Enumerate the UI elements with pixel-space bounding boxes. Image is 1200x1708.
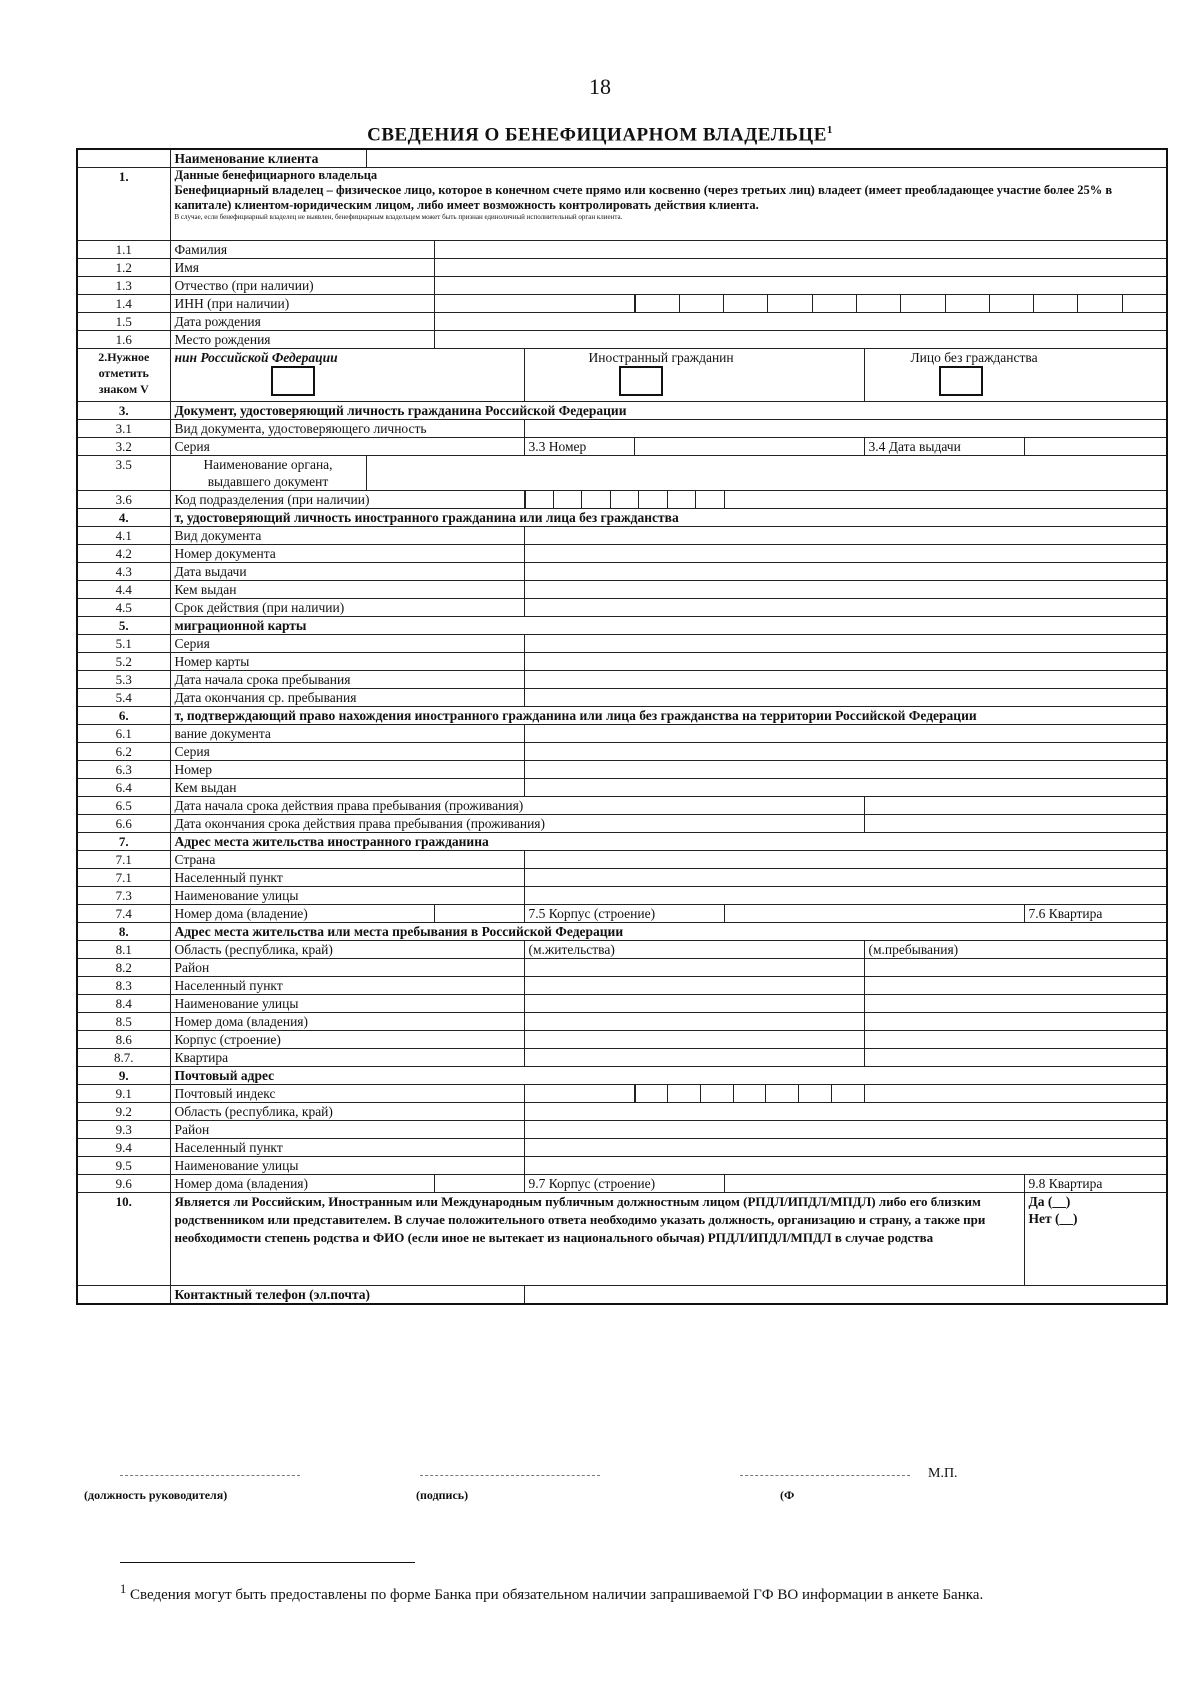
row-6-3-number: 6.3	[77, 761, 170, 779]
row-6-2-label: Серия	[170, 743, 524, 761]
migration-card-number-field[interactable]	[524, 653, 1167, 671]
postal-code-spacer	[524, 1085, 634, 1103]
sign-signature-line	[420, 1475, 600, 1476]
citizenship-rf-label: нин Российской Федерации	[174, 350, 338, 365]
building-residence-field[interactable]	[524, 1031, 864, 1049]
row-3-1-number: 3.1	[77, 420, 170, 438]
pep-answer-cell	[1024, 1193, 1167, 1286]
section-1-heading: Данные бенефициарного владельца	[174, 168, 378, 182]
house-stay-field[interactable]	[864, 1013, 1167, 1031]
row-5-1-label: Серия	[170, 635, 524, 653]
foreign-citizen-checkbox[interactable]	[619, 366, 663, 396]
row-5-2-number: 5.2	[77, 653, 170, 671]
section-1-header	[170, 168, 1167, 241]
row-5-3-number: 5.3	[77, 671, 170, 689]
row-7-4-number: 7.4	[77, 905, 170, 923]
header-empty-cell	[77, 149, 170, 168]
row-3-6-number: 3.6	[77, 491, 170, 509]
row-4-3-number: 4.3	[77, 563, 170, 581]
stay-start-date-field[interactable]	[524, 671, 1167, 689]
apartment-stay-field[interactable]	[864, 1049, 1167, 1067]
contact-empty-cell	[77, 1286, 170, 1305]
row-5-1-number: 5.1	[77, 635, 170, 653]
surname-field[interactable]	[434, 241, 1167, 259]
client-name-label: Наименование клиента	[170, 149, 366, 168]
citizenship-rf-option	[170, 349, 524, 402]
row-1-1-label: Фамилия	[170, 241, 434, 259]
row-1-1-number: 1.1	[77, 241, 170, 259]
stateless-option	[864, 349, 1167, 402]
row-5-2-label: Номер карты	[170, 653, 524, 671]
row-6-1-number: 6.1	[77, 725, 170, 743]
row-9-4-number: 9.4	[77, 1139, 170, 1157]
row-9-7-label: 9.7 Корпус (строение)	[524, 1175, 724, 1193]
row-3-3-label: 3.3 Номер	[524, 438, 634, 456]
row-3-2-label: Серия	[170, 438, 524, 456]
row-7-2-label: Населенный пункт	[170, 869, 524, 887]
section-5-heading: миграционной карты	[170, 617, 1167, 635]
row-3-1-label: Вид документа, удостоверяющего личность	[170, 420, 524, 438]
row-7-2-number: 7.1	[77, 869, 170, 887]
row-6-4-number: 6.4	[77, 779, 170, 797]
district-residence-field[interactable]	[524, 959, 864, 977]
row-6-6-number: 6.6	[77, 815, 170, 833]
section-10-number: 10.	[77, 1193, 170, 1286]
section-6-number: 6.	[77, 707, 170, 725]
postal-locality-field[interactable]	[524, 1139, 1167, 1157]
page-title	[0, 124, 1200, 146]
migration-card-series-field[interactable]	[524, 635, 1167, 653]
row-5-4-number: 5.4	[77, 689, 170, 707]
row-8-4-number: 8.4	[77, 995, 170, 1013]
row-8-1-label: Область (республика, край)	[170, 941, 524, 959]
footnote-separator	[120, 1562, 415, 1563]
residence-doc-series-field[interactable]	[524, 743, 1167, 761]
row-9-6-label: Номер дома (владения)	[170, 1175, 434, 1193]
row-1-3-number: 1.3	[77, 277, 170, 295]
postal-code-cells[interactable]	[634, 1085, 864, 1103]
division-code-cells[interactable]	[524, 491, 724, 509]
name-field[interactable]	[434, 259, 1167, 277]
residence-doc-issuer-field[interactable]	[524, 779, 1167, 797]
stateless-checkbox[interactable]	[939, 366, 983, 396]
locality-residence-field[interactable]	[524, 977, 864, 995]
row-9-2-number: 9.2	[77, 1103, 170, 1121]
title-text: СВЕДЕНИЯ О БЕНЕФИЦИАРНОМ ВЛАДЕЛЬЦЕ	[367, 124, 827, 146]
beneficiary-small-note: В случае, если бенефициарный владелец не выявлен, бенефициарным владельцем может быть признан единоличный исполнительный орган клиента.	[174, 213, 623, 221]
footnote-mark: 1	[120, 1582, 127, 1596]
foreign-doc-issue-date-field[interactable]	[524, 563, 1167, 581]
row-9-3-label: Район	[170, 1121, 524, 1139]
section-4-number: 4.	[77, 509, 170, 527]
birth-place-field[interactable]	[434, 331, 1167, 349]
row-7-1-number: 7.1	[77, 851, 170, 869]
section-8-number: 8.	[77, 923, 170, 941]
row-4-1-label: Вид документа	[170, 527, 524, 545]
page-number: 18	[589, 74, 611, 99]
row-1-6-label: Место рождения	[170, 331, 434, 349]
id-issue-date-field[interactable]	[1024, 438, 1167, 456]
col-residence-header: (м.жительства)	[524, 941, 864, 959]
street-residence-field[interactable]	[524, 995, 864, 1013]
row-4-5-label: Срок действия (при наличии)	[170, 599, 524, 617]
row-8-5-label: Номер дома (владения)	[170, 1013, 524, 1031]
row-1-4-number: 1.4	[77, 295, 170, 313]
pep-yes-option[interactable]: Да (__)	[1028, 1194, 1071, 1209]
postal-street-field[interactable]	[524, 1157, 1167, 1175]
row-3-6-label: Код подразделения (при наличии)	[170, 491, 524, 509]
foreign-street-field[interactable]	[524, 887, 1167, 905]
row-1-3-label: Отчество (при наличии)	[170, 277, 434, 295]
row-8-6-label: Корпус (строение)	[170, 1031, 524, 1049]
foreign-doc-issuer-field[interactable]	[524, 581, 1167, 599]
section-8-heading: Адрес места жительства или места пребывания в Российской Федерации	[170, 923, 1167, 941]
row-4-4-label: Кем выдан	[170, 581, 524, 599]
row-6-3-label: Номер	[170, 761, 524, 779]
title-footnote-mark: 1	[826, 124, 833, 136]
row-8-7-label: Квартира	[170, 1049, 524, 1067]
row-7-3-label: Наименование улицы	[170, 887, 524, 905]
footnote	[120, 1579, 1140, 1605]
row-8-6-number: 8.6	[77, 1031, 170, 1049]
foreign-doc-type-field[interactable]	[524, 527, 1167, 545]
postal-code-right	[864, 1085, 1167, 1103]
foreign-citizen-label: Иностранный гражданин	[588, 350, 734, 365]
row-8-2-number: 8.2	[77, 959, 170, 977]
section-3-heading: Документ, удостоверяющий личность гражданина Российской Федерации	[170, 402, 1167, 420]
row-8-2-label: Район	[170, 959, 524, 977]
row-3-5-number: 3.5	[77, 456, 170, 491]
building-stay-field[interactable]	[864, 1031, 1167, 1049]
position-caption: (должность руководителя)	[84, 1488, 228, 1502]
row-7-3-number: 7.3	[77, 887, 170, 905]
row-9-5-number: 9.5	[77, 1157, 170, 1175]
contact-label: Контактный телефон (эл.почта)	[170, 1286, 524, 1305]
foreign-building-field[interactable]	[724, 905, 1024, 923]
row-5-4-label: Дата окончания ср. пребывания	[170, 689, 524, 707]
foreign-doc-validity-field[interactable]	[524, 599, 1167, 617]
locality-stay-field[interactable]	[864, 977, 1167, 995]
beneficiary-definition: Бенефициарный владелец – физическое лицо, которое в конечном счете прямо или косвенно (через третьих лиц) владеет (имеет преобладающее участие более 25% в капитале) клиентом-юридическим лицом, либо имеет возможность контролировать действия клиента.	[174, 183, 1113, 212]
row-3-5-label: Наименование органа, выдавшего документ	[170, 456, 366, 491]
row-7-5-label: 7.5 Корпус (строение)	[524, 905, 724, 923]
section-3-number: 3.	[77, 402, 170, 420]
foreign-house-field[interactable]	[434, 905, 524, 923]
row-6-6-label: Дата окончания срока действия права пребывания (проживания)	[170, 815, 864, 833]
row-4-1-number: 4.1	[77, 527, 170, 545]
row-3-4-label: 3.4 Дата выдачи	[864, 438, 1024, 456]
foreign-country-field[interactable]	[524, 851, 1167, 869]
row-1-2-number: 1.2	[77, 259, 170, 277]
division-code-spacer	[724, 491, 1167, 509]
fio-caption: (Ф	[780, 1488, 795, 1502]
row-4-5-number: 4.5	[77, 599, 170, 617]
postal-house-field[interactable]	[434, 1175, 524, 1193]
foreign-locality-field[interactable]	[524, 869, 1167, 887]
postal-region-field[interactable]	[524, 1103, 1167, 1121]
footnote-text: Сведения могут быть предоставлены по форме Банка при обязательном наличии запрашиваемой ГФ ВО информации в анкете Банка.	[130, 1587, 984, 1603]
residence-doc-name-field[interactable]	[524, 725, 1167, 743]
stay-end-date-field[interactable]	[524, 689, 1167, 707]
row-8-3-label: Населенный пункт	[170, 977, 524, 995]
row-8-5-number: 8.5	[77, 1013, 170, 1031]
postal-district-field[interactable]	[524, 1121, 1167, 1139]
inn-digit-cells[interactable]	[634, 295, 1167, 313]
section-9-number: 9.	[77, 1067, 170, 1085]
residence-end-date-field[interactable]	[864, 815, 1167, 833]
citizenship-rf-checkbox[interactable]	[271, 366, 315, 396]
stateless-label: Лицо без гражданства	[910, 350, 1038, 365]
residence-start-date-field[interactable]	[864, 797, 1167, 815]
position-signature-line	[120, 1475, 300, 1476]
row-7-1-label: Страна	[170, 851, 524, 869]
pep-question: Является ли Российским, Иностранным или Международным публичным должностным лицом (РПДЛ/ИПДЛ/МПДЛ) либо его близким родственником или представителем. В случае положительного ответа необходимо указать должность, организацию и страну, а также при необходимости степень родства и ФИО (если иное не вытекает из национального обычая) РПДЛ/ИПДЛ/МПДЛ в случае родства	[170, 1193, 1024, 1286]
col-stay-header: (м.пребывания)	[864, 941, 1167, 959]
sign-caption: (подпись)	[416, 1488, 469, 1502]
postal-building-field[interactable]	[724, 1175, 1024, 1193]
row-9-1-number: 9.1	[77, 1085, 170, 1103]
foreign-doc-number-field[interactable]	[524, 545, 1167, 563]
row-9-1-label: Почтовый индекс	[170, 1085, 524, 1103]
row-4-2-number: 4.2	[77, 545, 170, 563]
row-3-2-number: 3.2	[77, 438, 170, 456]
row-6-5-number: 6.5	[77, 797, 170, 815]
fio-signature-line	[740, 1475, 910, 1476]
row-1-5-label: Дата рождения	[170, 313, 434, 331]
row-5-3-label: Дата начала срока пребывания	[170, 671, 524, 689]
row-6-4-label: Кем выдан	[170, 779, 524, 797]
district-stay-field[interactable]	[864, 959, 1167, 977]
foreign-citizen-option	[524, 349, 864, 402]
patronymic-field[interactable]	[434, 277, 1167, 295]
section-1-number: 1.	[77, 168, 170, 241]
street-stay-field[interactable]	[864, 995, 1167, 1013]
apartment-residence-field[interactable]	[524, 1049, 864, 1067]
section-7-heading: Адрес места жительства иностранного гражданина	[170, 833, 1167, 851]
row-7-4-label: Номер дома (владение)	[170, 905, 434, 923]
section-4-heading: т, удостоверяющий личность иностранного гражданина или лица без гражданства	[170, 509, 1167, 527]
inn-spacer	[434, 295, 634, 313]
contact-field[interactable]	[524, 1286, 1167, 1305]
row-1-4-label: ИНН (при наличии)	[170, 295, 434, 313]
beneficiary-form-table	[76, 148, 1168, 1305]
birth-date-field[interactable]	[434, 313, 1167, 331]
row-8-1-number: 8.1	[77, 941, 170, 959]
section-7-number: 7.	[77, 833, 170, 851]
section-6-heading: т, подтверждающий право нахождения иностранного гражданина или лица без гражданства на территории Российской Федерации	[170, 707, 1167, 725]
client-name-field[interactable]	[366, 149, 1167, 168]
row-8-3-number: 8.3	[77, 977, 170, 995]
id-doc-type-field[interactable]	[524, 420, 1167, 438]
row-9-5-label: Наименование улицы	[170, 1157, 524, 1175]
section-5-number: 5.	[77, 617, 170, 635]
house-residence-field[interactable]	[524, 1013, 864, 1031]
row-9-2-label: Область (республика, край)	[170, 1103, 524, 1121]
row-6-1-label: вание документа	[170, 725, 524, 743]
row-1-5-number: 1.5	[77, 313, 170, 331]
row-1-6-number: 1.6	[77, 331, 170, 349]
row-4-4-number: 4.4	[77, 581, 170, 599]
id-number-field[interactable]	[634, 438, 864, 456]
row-6-2-number: 6.2	[77, 743, 170, 761]
row-8-4-label: Наименование улицы	[170, 995, 524, 1013]
row-7-6-label: 7.6 Квартира	[1024, 905, 1167, 923]
section-2-label: 2.Нужное отметить знаком V	[77, 349, 170, 402]
section-9-heading: Почтовый адрес	[170, 1067, 1167, 1085]
row-9-8-label: 9.8 Квартира	[1024, 1175, 1167, 1193]
row-6-5-label: Дата начала срока действия права пребывания (проживания)	[170, 797, 864, 815]
issuing-authority-field[interactable]	[366, 456, 1167, 491]
row-9-4-label: Населенный пункт	[170, 1139, 524, 1157]
row-9-3-number: 9.3	[77, 1121, 170, 1139]
row-9-6-number: 9.6	[77, 1175, 170, 1193]
row-1-2-label: Имя	[170, 259, 434, 277]
pep-no-option[interactable]: Нет (__)	[1028, 1211, 1078, 1226]
residence-doc-number-field[interactable]	[524, 761, 1167, 779]
stamp-place-label: М.П.	[928, 1466, 958, 1481]
row-8-7-number: 8.7.	[77, 1049, 170, 1067]
row-4-2-label: Номер документа	[170, 545, 524, 563]
row-4-3-label: Дата выдачи	[170, 563, 524, 581]
